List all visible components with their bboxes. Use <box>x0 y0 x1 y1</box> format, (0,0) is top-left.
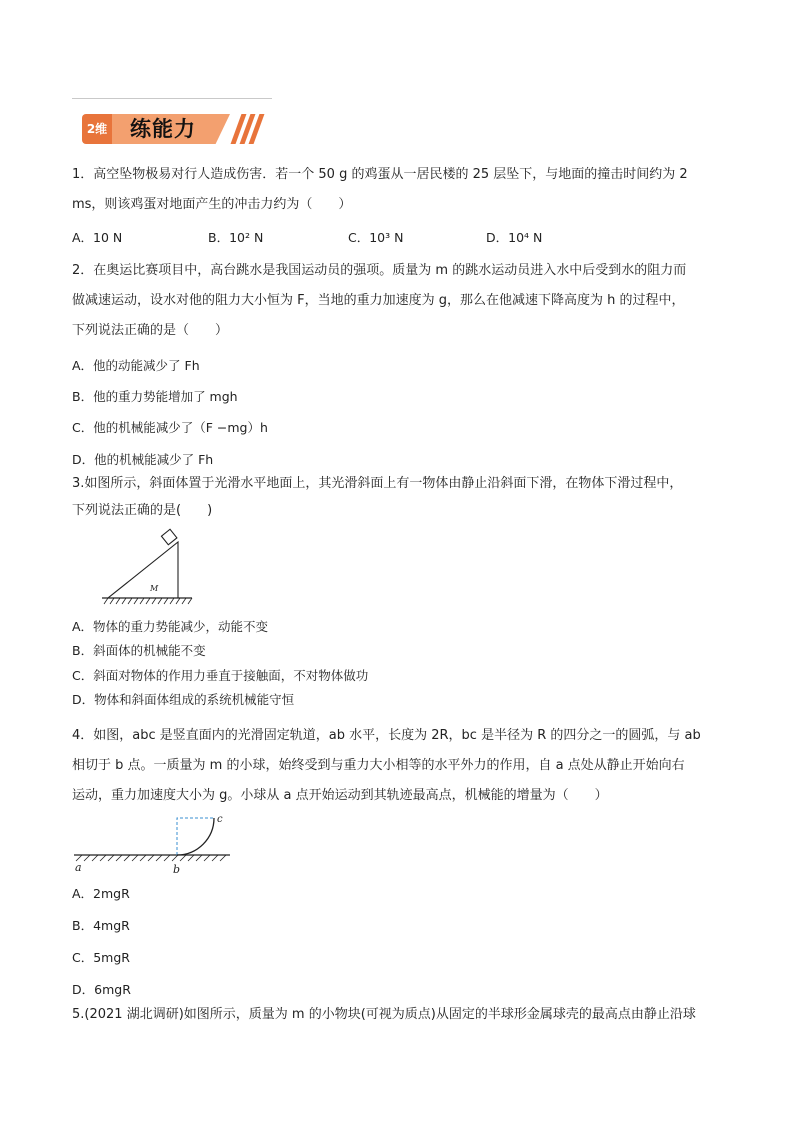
point-c-label: c <box>217 814 223 825</box>
q1-option-d: D．10⁴ N <box>486 230 543 245</box>
arc-track <box>177 818 214 855</box>
track-hatching <box>76 855 226 861</box>
question-4-line-2: 相切于 b 点。一质量为 m 的小球，始终受到与重力大小相等的水平外力的作用，自 a 点处从静止开始向右 <box>72 758 685 773</box>
q4-option-d: D．6mgR <box>72 982 131 997</box>
q2-option-d: D．他的机械能减少了 Fh <box>72 452 214 467</box>
track-figure <box>72 812 236 878</box>
question-2-line-3: 下列说法正确的是（ ） <box>72 323 229 338</box>
q1-option-c: C．10³ N <box>348 230 404 245</box>
q1-option-b: B．10² N <box>208 230 264 245</box>
incline-wedge <box>108 542 178 598</box>
level-badge: 2维 <box>82 114 112 144</box>
q3-option-b: B．斜面体的机械能不变 <box>72 643 206 658</box>
header-rule <box>72 98 272 99</box>
incline-figure <box>100 528 200 608</box>
section-banner <box>74 112 264 148</box>
q3-option-a: A．物体的重力势能减少，动能不变 <box>72 619 269 634</box>
question-3-line-1: 3.如图所示，斜面体置于光滑水平地面上，其光滑斜面上有一物体由静止沿斜面下滑，在物体下滑过程中， <box>72 476 683 491</box>
q3-option-c: C．斜面对物体的作用力垂直于接触面，不对物体做功 <box>72 668 369 683</box>
q2-option-c: C．他的机械能减少了（F −mg）h <box>72 420 268 435</box>
question-3-line-2: 下列说法正确的是( ) <box>72 503 213 518</box>
question-5-line-1: 5.(2021 湖北调研)如图所示，质量为 m 的小物块(可视为质点)从固定的半球形金属球壳的最高点由静止沿球 <box>72 1007 696 1022</box>
wedge-label: M <box>150 584 159 593</box>
section-title: 练能力 <box>130 117 196 141</box>
question-2-line-1: 2．在奥运比赛项目中，高台跳水是我国运动员的强项。质量为 m 的跳水运动员进入水中后受到水的阻力而 <box>72 263 687 278</box>
q1-option-a: A．10 N <box>72 230 123 245</box>
ground-hatching <box>104 598 192 604</box>
point-b-label: b <box>173 863 181 876</box>
question-1-line-2: ms，则该鸡蛋对地面产生的冲击力约为（ ） <box>72 197 352 212</box>
question-4-line-1: 4．如图，abc 是竖直面内的光滑固定轨道，ab 水平，长度为 2R，bc 是半径为 R 的四分之一的圆弧，与 ab <box>72 728 701 743</box>
question-4-line-3: 运动，重力加速度大小为 g。小球从 a 点开始运动到其轨迹最高点，机械能的增量为（ ） <box>72 788 608 803</box>
question-1-line-1: 1．高空坠物极易对行人造成伤害．若一个 50 g 的鸡蛋从一居民楼的 25 层坠下，与地面的撞击时间约为 2 <box>72 167 688 182</box>
q4-option-c: C．5mgR <box>72 950 130 965</box>
point-a-label: a <box>75 861 82 874</box>
q4-option-a: A．2mgR <box>72 886 130 901</box>
sliding-block <box>161 529 176 544</box>
question-2-line-2: 做减速运动，设水对他的阻力大小恒为 F，当地的重力加速度为 g，那么在他减速下降高度为 h 的过程中， <box>72 293 685 308</box>
q2-option-a: A．他的动能减少了 Fh <box>72 358 200 373</box>
q3-option-d: D．物体和斜面体组成的系统机械能守恒 <box>72 692 295 707</box>
q2-option-b: B．他的重力势能增加了 mgh <box>72 389 238 404</box>
q4-option-b: B．4mgR <box>72 918 130 933</box>
